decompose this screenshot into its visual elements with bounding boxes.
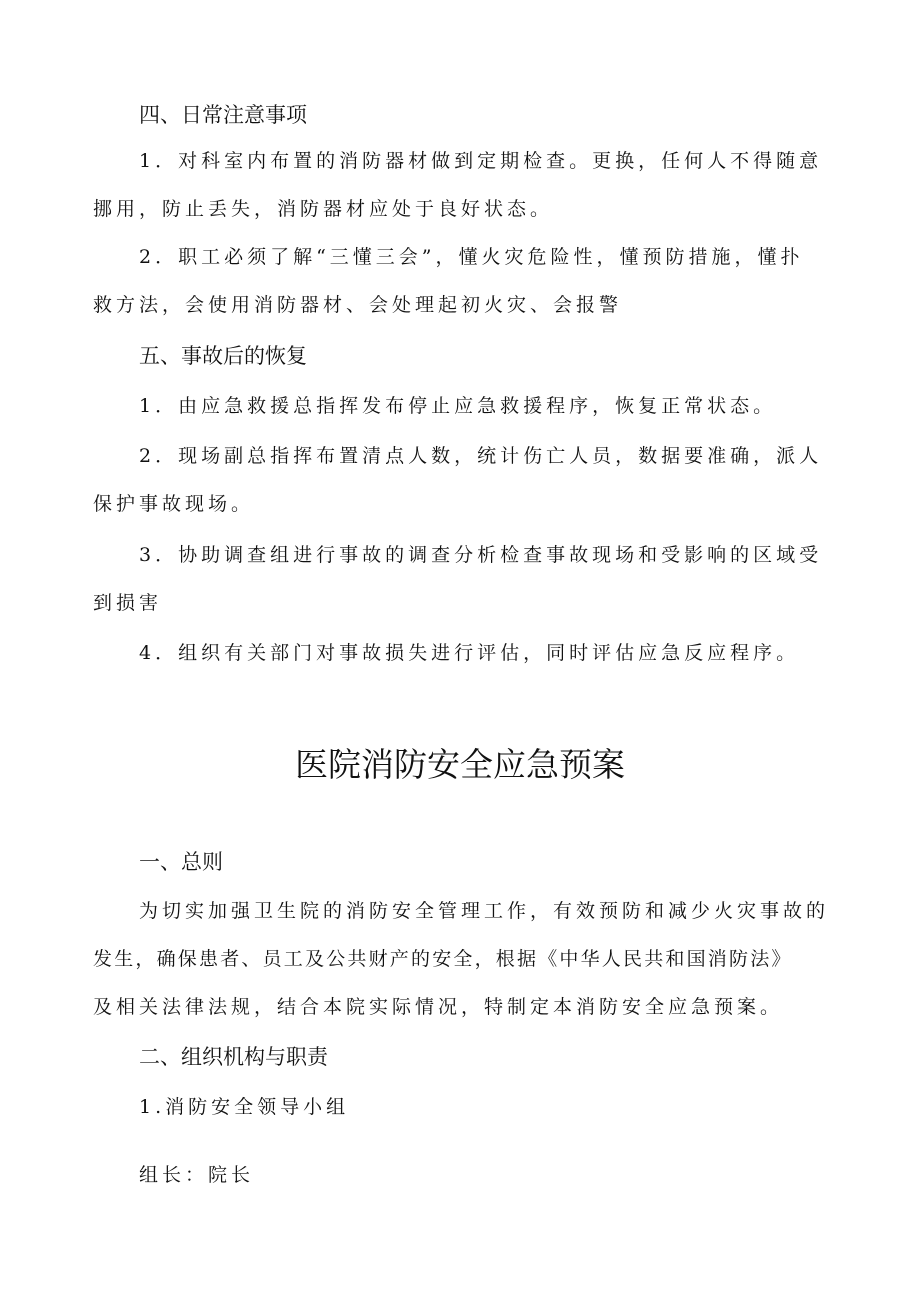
org-leader: 组长：院长 [139,1164,255,1186]
section-5-item-3-line-2: 到损害 [93,592,163,614]
section-5-item-1: 1．由应急救援总指挥发布停止应急救援程序，恢复正常状态。 [139,395,777,417]
section-4-heading: 四、日常注意事项 [139,103,307,127]
section-5-item-3-line-1: 3．协助调查组进行事故的调查分析检查事故现场和受影响的区域受 [139,544,823,566]
section-4-item-2-line-1: 2．职工必须了解“三懂三会”，懂火灾危险性，懂预防措施，懂扑 [139,246,804,268]
section-5-item-2-line-1: 2．现场副总指挥布置清点人数，统计伤亡人员，数据要准确，派人 [139,445,823,467]
section-5-item-4: 4．组织有关部门对事故损失进行评估，同时评估应急反应程序。 [139,642,800,664]
section-4-item-1-line-1: 1．对科室内布置的消防器材做到定期检查。更换，任何人不得随意 [139,150,823,172]
org-item-1: 1.消防安全领导小组 [139,1096,350,1118]
section-5-item-2-line-2: 保护事故现场。 [93,493,255,515]
general-line-2: 发生，确保患者、员工及公共财产的安全，根据《中华人民共和国消防法》 [93,948,793,970]
general-line-3: 及相关法律法规，结合本院实际情况，特制定本消防安全应急预案。 [93,996,784,1018]
section-5-heading: 五、事故后的恢复 [139,344,307,368]
org-heading: 二、组织机构与职责 [139,1045,328,1069]
section-4-item-1-line-2: 挪用，防止丢失，消防器材应处于良好状态。 [93,198,554,220]
general-heading: 一、总则 [139,850,223,874]
general-line-1: 为切实加强卫生院的消防安全管理工作，有效预防和减少火灾事故的 [139,900,830,922]
document-title: 医院消防安全应急预案 [295,745,625,784]
section-4-item-2-line-2: 救方法，会使用消防器材、会处理起初火灾、会报警 [93,294,623,316]
